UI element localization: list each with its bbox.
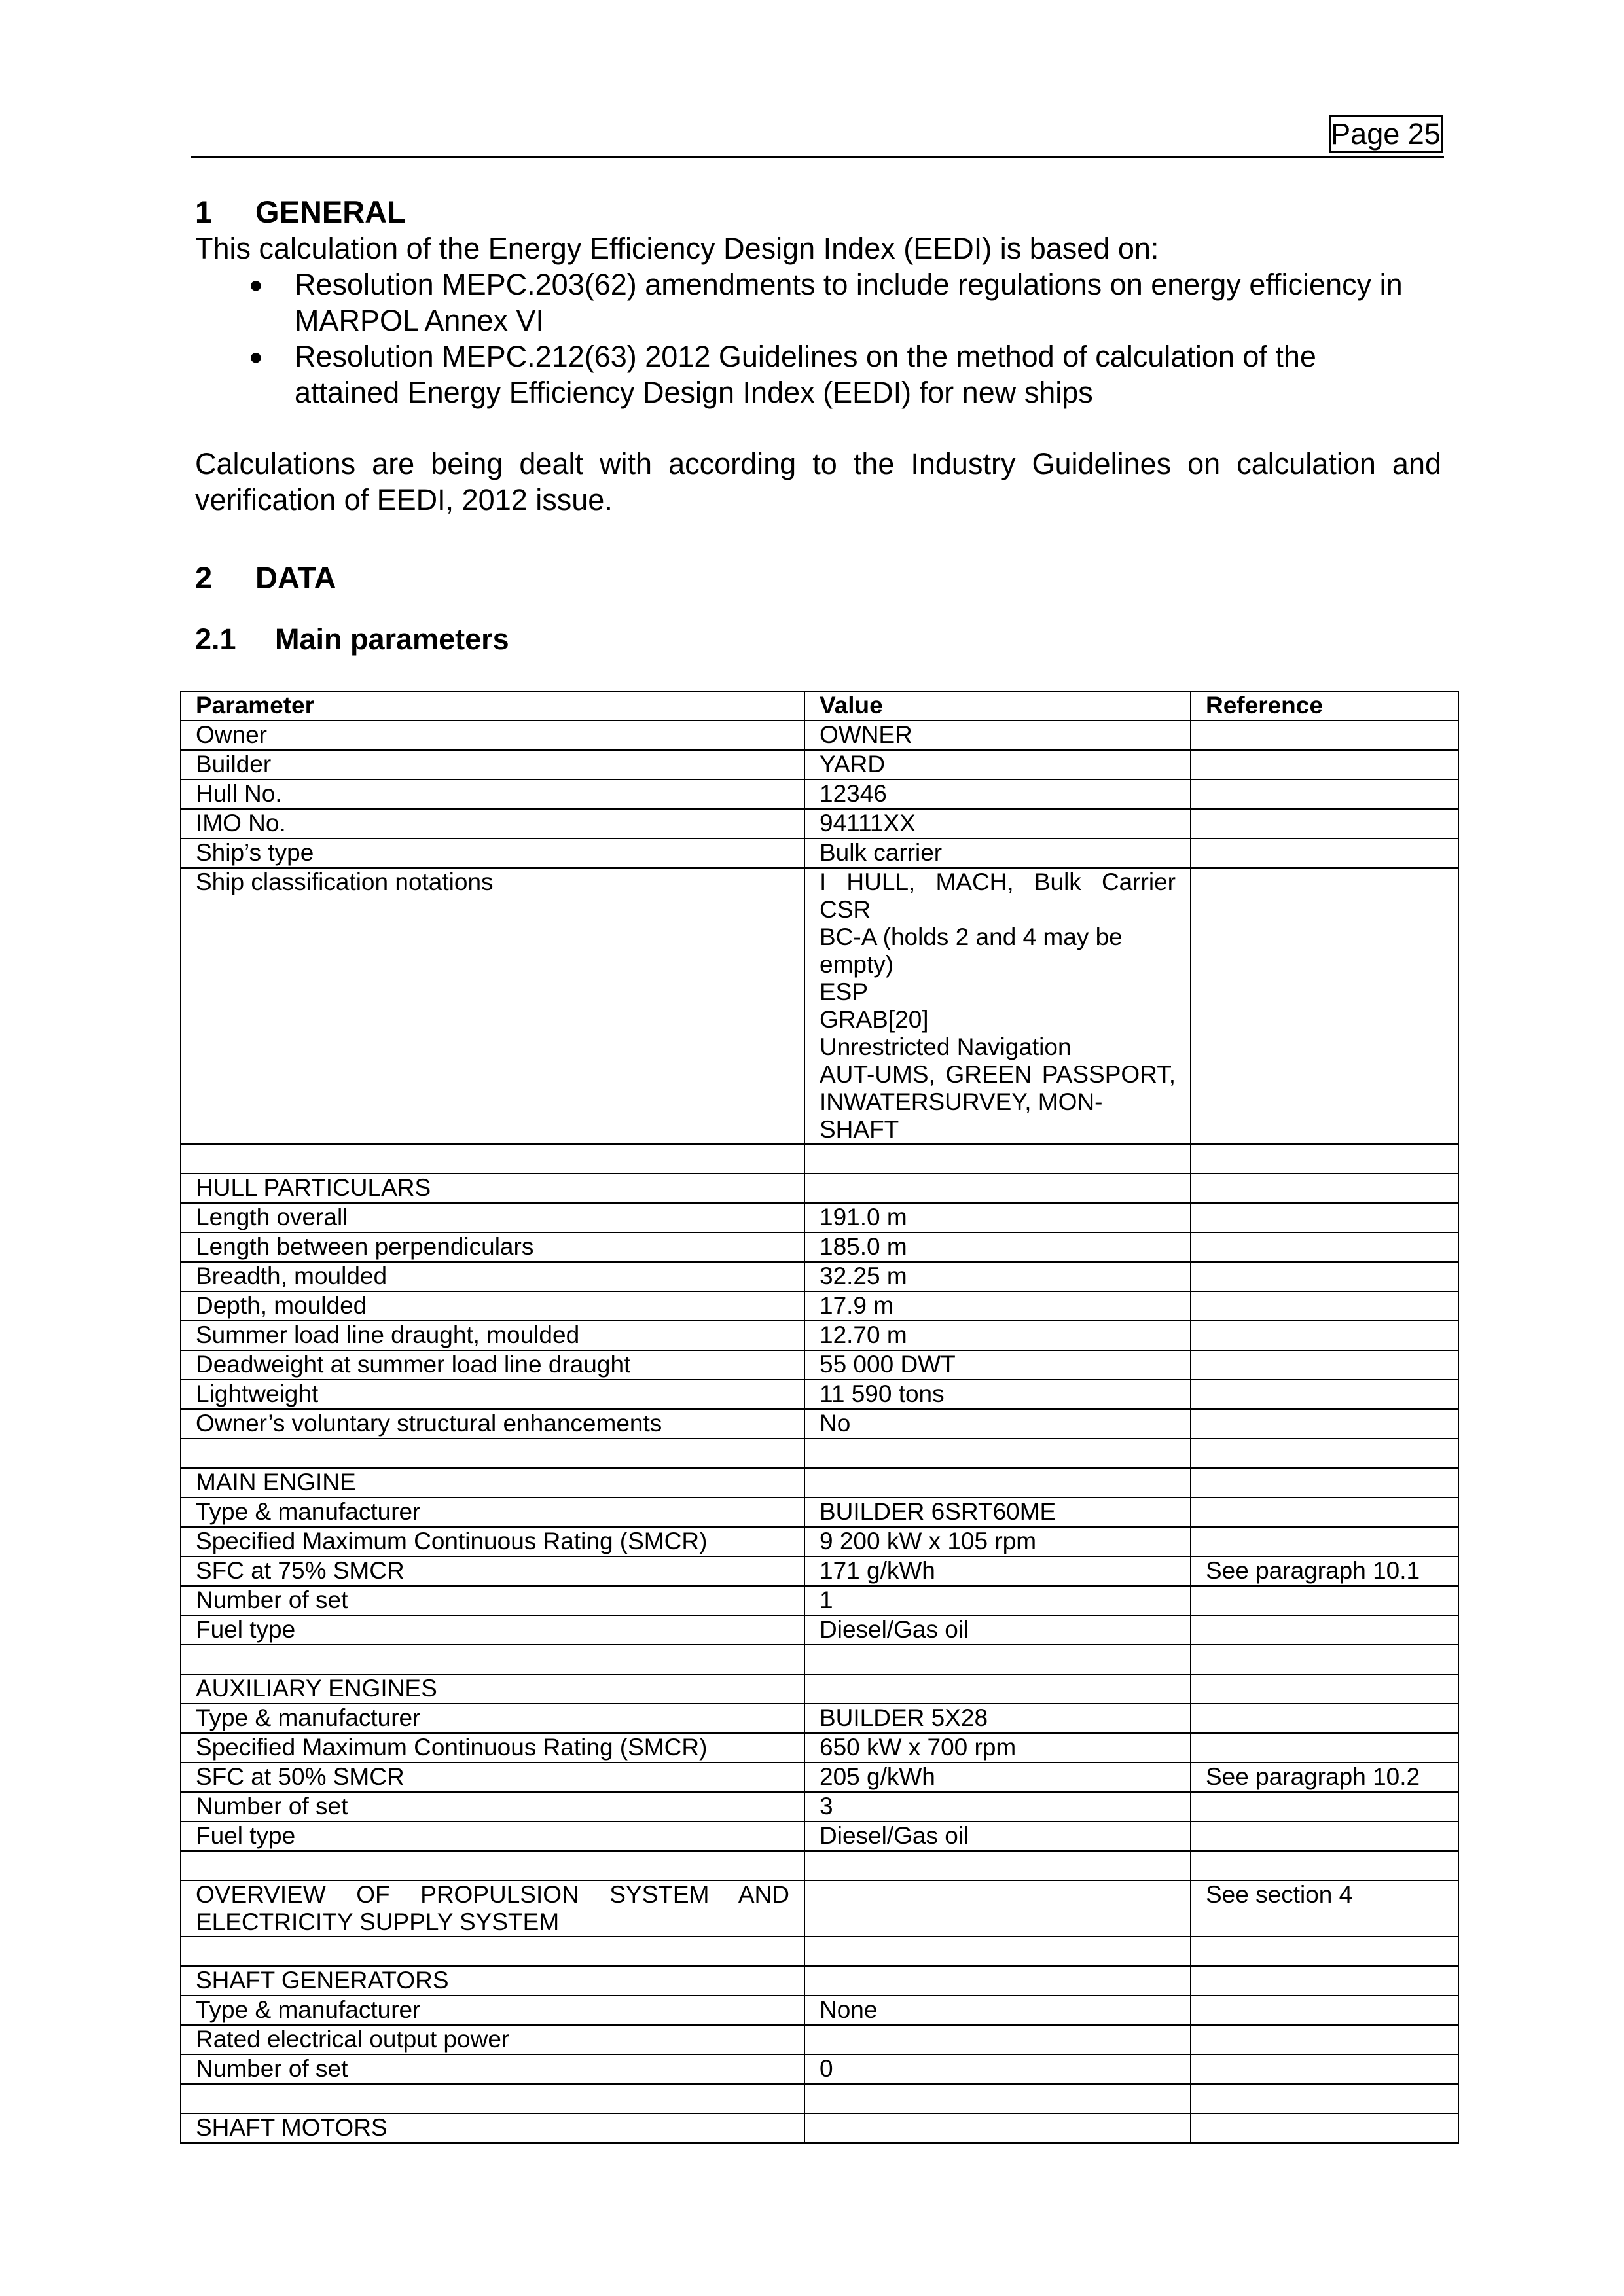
cell-value — [804, 2113, 1191, 2143]
cell-value — [804, 1468, 1191, 1498]
cell-parameter: Type & manufacturer — [181, 1498, 804, 1527]
table-row — [181, 1556, 1458, 1586]
cell-reference — [1191, 780, 1458, 809]
cell-parameter: Type & manufacturer — [181, 1996, 804, 2025]
cell-parameter: Deadweight at summer load line draught — [181, 1350, 804, 1380]
cell-value: 650 kW x 700 rpm — [804, 1733, 1191, 1763]
table-row — [181, 2113, 1458, 2143]
cell-reference — [1191, 1733, 1458, 1763]
page-number: Page 25 — [1329, 115, 1443, 153]
table-header-row — [181, 691, 1458, 721]
cell-value — [804, 1880, 1191, 1937]
guidelines-paragraph-line2: verification of EEDI, 2012 issue. — [195, 483, 613, 516]
cell-value: Bulk carrier — [804, 838, 1191, 868]
cell-value: YARD — [804, 750, 1191, 780]
cell-value: 55 000 DWT — [804, 1350, 1191, 1380]
section-2-number: 2 — [195, 560, 213, 595]
cell-parameter: MAIN ENGINE — [181, 1468, 804, 1498]
section-2-title: DATA — [255, 560, 336, 595]
cell-parameter: Number of set — [181, 1792, 804, 1821]
cell-overview — [181, 1880, 804, 1937]
cell-parameter: Specified Maximum Continuous Rating (SMCR) — [181, 1733, 804, 1763]
cell-reference — [1191, 1262, 1458, 1291]
table-row — [181, 2025, 1458, 2054]
table-row — [181, 809, 1458, 838]
cell-value: 9 200 kW x 105 rpm — [804, 1527, 1191, 1556]
cell-value — [804, 1144, 1191, 1174]
table-row — [181, 750, 1458, 780]
table-row — [181, 1792, 1458, 1821]
cell-parameter: SFC at 50% SMCR — [181, 1763, 804, 1792]
cell-parameter — [181, 2084, 804, 2113]
basis-item-1-line2: MARPOL Annex VI — [295, 304, 545, 337]
cell-parameter: Ship classification notations — [181, 868, 804, 1144]
overview-line1: OVERVIEW OF PROPULSION SYSTEM AND — [196, 1881, 789, 1908]
cell-parameter: Hull No. — [181, 780, 804, 809]
cell-value: OWNER — [804, 721, 1191, 750]
notation-line: GRAB[20] — [820, 1006, 929, 1033]
cell-reference — [1191, 721, 1458, 750]
basis-list — [195, 266, 1441, 410]
cell-reference — [1191, 1380, 1458, 1409]
cell-parameter — [181, 1439, 804, 1468]
cell-parameter: Ship’s type — [181, 838, 804, 868]
cell-reference — [1191, 1674, 1458, 1704]
table-row — [181, 1468, 1458, 1498]
table-row — [181, 1674, 1458, 1704]
main-parameters-table — [180, 691, 1459, 2144]
cell-value — [804, 1937, 1191, 1966]
notation-line: I HULL, MACH, Bulk Carrier CSR — [820, 869, 1176, 923]
table-row — [181, 1232, 1458, 1262]
cell-value: 32.25 m — [804, 1262, 1191, 1291]
table-row — [181, 1851, 1458, 1880]
cell-value — [804, 2084, 1191, 2113]
cell-value: BUILDER 5X28 — [804, 1704, 1191, 1733]
cell-reference — [1191, 750, 1458, 780]
cell-parameter: Breadth, moulded — [181, 1262, 804, 1291]
table-row — [181, 780, 1458, 809]
basis-item-1-line1: Resolution MEPC.203(62) amendments to include regulations on energy efficiency in — [295, 268, 1403, 301]
cell-reference — [1191, 2113, 1458, 2143]
cell-parameter: Type & manufacturer — [181, 1704, 804, 1733]
cell-value — [804, 2025, 1191, 2054]
cell-reference: See section 4 — [1191, 1880, 1458, 1937]
cell-value: 3 — [804, 1792, 1191, 1821]
table-row — [181, 1262, 1458, 1291]
table-row — [181, 1174, 1458, 1203]
cell-reference — [1191, 1291, 1458, 1321]
notation-line: ESP — [820, 978, 869, 1005]
table-row-overview — [181, 1880, 1458, 1937]
cell-value: BUILDER 6SRT60ME — [804, 1498, 1191, 1527]
cell-reference — [1191, 1527, 1458, 1556]
cell-value: 191.0 m — [804, 1203, 1191, 1232]
cell-reference — [1191, 1704, 1458, 1733]
section-1-intro: This calculation of the Energy Efficiency Design Index (EEDI) is based on: — [195, 232, 1159, 265]
cell-notations — [804, 868, 1191, 1144]
table-body-overview — [181, 1880, 1458, 1937]
cell-reference — [1191, 1232, 1458, 1262]
cell-reference — [1191, 838, 1458, 868]
table-row — [181, 1704, 1458, 1733]
cell-value: 171 g/kWh — [804, 1556, 1191, 1586]
cell-value: 1 — [804, 1586, 1191, 1615]
document-body — [195, 194, 1441, 658]
cell-parameter: SHAFT MOTORS — [181, 2113, 804, 2143]
cell-value — [804, 1645, 1191, 1674]
cell-reference: See paragraph 10.2 — [1191, 1763, 1458, 1792]
cell-parameter: Owner’s voluntary structural enhancements — [181, 1409, 804, 1439]
table-row — [181, 838, 1458, 868]
overview-line2: ELECTRICITY SUPPLY SYSTEM — [196, 1909, 560, 1935]
cell-parameter — [181, 1144, 804, 1174]
table-row — [181, 1966, 1458, 1996]
table-row — [181, 1821, 1458, 1851]
table-row — [181, 1763, 1458, 1792]
table-row — [181, 2084, 1458, 2113]
cell-parameter: SHAFT GENERATORS — [181, 1966, 804, 1996]
cell-parameter: Length between perpendiculars — [181, 1232, 804, 1262]
cell-reference — [1191, 1937, 1458, 1966]
table-row — [181, 1439, 1458, 1468]
table-row — [181, 1350, 1458, 1380]
table-row — [181, 1291, 1458, 1321]
table-row — [181, 2054, 1458, 2084]
cell-reference — [1191, 809, 1458, 838]
cell-value: 185.0 m — [804, 1232, 1191, 1262]
cell-parameter — [181, 1937, 804, 1966]
cell-reference — [1191, 1645, 1458, 1674]
cell-value — [804, 1851, 1191, 1880]
guidelines-paragraph-line1: Calculations are being dealt with according to the Industry Guidelines on calculation and — [195, 447, 1441, 480]
cell-value — [804, 1674, 1191, 1704]
cell-parameter: Rated electrical output power — [181, 2025, 804, 2054]
table-body-top — [181, 721, 1458, 868]
header-value: Value — [804, 691, 1191, 721]
cell-value — [804, 1174, 1191, 1203]
cell-reference — [1191, 1586, 1458, 1615]
cell-parameter — [181, 1851, 804, 1880]
cell-value: No — [804, 1409, 1191, 1439]
cell-reference — [1191, 2084, 1458, 2113]
basis-item-1 — [195, 266, 1441, 338]
table-row — [181, 1615, 1458, 1645]
table-row — [181, 1527, 1458, 1556]
cell-parameter — [181, 1645, 804, 1674]
bullet-icon: ● — [249, 271, 263, 298]
table-row — [181, 1996, 1458, 2025]
table-row — [181, 1645, 1458, 1674]
cell-parameter: Lightweight — [181, 1380, 804, 1409]
notation-line: BC-A (holds 2 and 4 may be empty) — [820, 924, 1123, 978]
cell-reference — [1191, 1468, 1458, 1498]
section-2-1-title: Main parameters — [275, 622, 509, 656]
cell-parameter: Owner — [181, 721, 804, 750]
notation-line: Unrestricted Navigation — [820, 1033, 1072, 1060]
cell-reference — [1191, 1498, 1458, 1527]
cell-reference — [1191, 1821, 1458, 1851]
section-2-1-heading — [195, 621, 1441, 658]
table-row — [181, 1144, 1458, 1174]
cell-value: 94111XX — [804, 809, 1191, 838]
cell-parameter: Length overall — [181, 1203, 804, 1232]
cell-value: 205 g/kWh — [804, 1763, 1191, 1792]
cell-value: Diesel/Gas oil — [804, 1821, 1191, 1851]
cell-value: 12.70 m — [804, 1321, 1191, 1350]
table-body-notations — [181, 868, 1458, 1144]
cell-reference — [1191, 1792, 1458, 1821]
table-row — [181, 1203, 1458, 1232]
table-row — [181, 1937, 1458, 1966]
section-2-heading — [195, 560, 1441, 596]
cell-parameter: Builder — [181, 750, 804, 780]
cell-reference — [1191, 1996, 1458, 2025]
cell-value: 0 — [804, 2054, 1191, 2084]
table-body-mid — [181, 1144, 1458, 1880]
cell-parameter: AUXILIARY ENGINES — [181, 1674, 804, 1704]
notation-line: INWATERSURVEY, MON-SHAFT — [820, 1088, 1103, 1143]
cell-reference — [1191, 1439, 1458, 1468]
notation-line: AUT-UMS, GREEN PASSPORT, — [820, 1061, 1176, 1088]
table-row — [181, 1733, 1458, 1763]
cell-parameter: Depth, moulded — [181, 1291, 804, 1321]
cell-parameter: Fuel type — [181, 1821, 804, 1851]
cell-reference — [1191, 1615, 1458, 1645]
header-rule — [191, 156, 1444, 158]
cell-value: Diesel/Gas oil — [804, 1615, 1191, 1645]
table-body-bottom — [181, 1937, 1458, 2143]
cell-reference — [1191, 868, 1458, 1144]
basis-item-2-line2: attained Energy Efficiency Design Index (EEDI) for new ships — [295, 376, 1093, 409]
cell-value: 12346 — [804, 780, 1191, 809]
basis-item-2 — [195, 338, 1441, 410]
cell-reference — [1191, 1851, 1458, 1880]
cell-reference — [1191, 1203, 1458, 1232]
cell-parameter: SFC at 75% SMCR — [181, 1556, 804, 1586]
cell-value — [804, 1439, 1191, 1468]
header-parameter: Parameter — [181, 691, 804, 721]
table-row — [181, 1498, 1458, 1527]
section-1-heading — [195, 194, 1441, 230]
cell-reference — [1191, 1966, 1458, 1996]
cell-value: 11 590 tons — [804, 1380, 1191, 1409]
table-row-notations — [181, 868, 1458, 1144]
cell-reference — [1191, 2025, 1458, 2054]
section-1-number: 1 — [195, 194, 213, 229]
cell-value — [804, 1966, 1191, 1996]
table-row — [181, 1586, 1458, 1615]
cell-reference — [1191, 1321, 1458, 1350]
section-1-title: GENERAL — [255, 194, 406, 229]
bullet-icon: ● — [249, 343, 263, 370]
basis-item-2-line1: Resolution MEPC.212(63) 2012 Guidelines on the method of calculation of the — [295, 340, 1316, 373]
cell-parameter: Fuel type — [181, 1615, 804, 1645]
cell-parameter: IMO No. — [181, 809, 804, 838]
cell-parameter: Number of set — [181, 1586, 804, 1615]
cell-parameter: HULL PARTICULARS — [181, 1174, 804, 1203]
cell-value: 17.9 m — [804, 1291, 1191, 1321]
section-2-1-number: 2.1 — [195, 622, 236, 656]
cell-parameter: Number of set — [181, 2054, 804, 2084]
cell-reference — [1191, 1350, 1458, 1380]
table-row — [181, 1380, 1458, 1409]
cell-parameter: Summer load line draught, moulded — [181, 1321, 804, 1350]
table-row — [181, 1321, 1458, 1350]
header-reference: Reference — [1191, 691, 1458, 721]
cell-parameter: Specified Maximum Continuous Rating (SMCR) — [181, 1527, 804, 1556]
cell-reference — [1191, 2054, 1458, 2084]
cell-value: None — [804, 1996, 1191, 2025]
cell-reference — [1191, 1144, 1458, 1174]
cell-reference — [1191, 1174, 1458, 1203]
cell-reference — [1191, 1409, 1458, 1439]
cell-reference: See paragraph 10.1 — [1191, 1556, 1458, 1586]
table-row — [181, 1409, 1458, 1439]
table-row — [181, 721, 1458, 750]
